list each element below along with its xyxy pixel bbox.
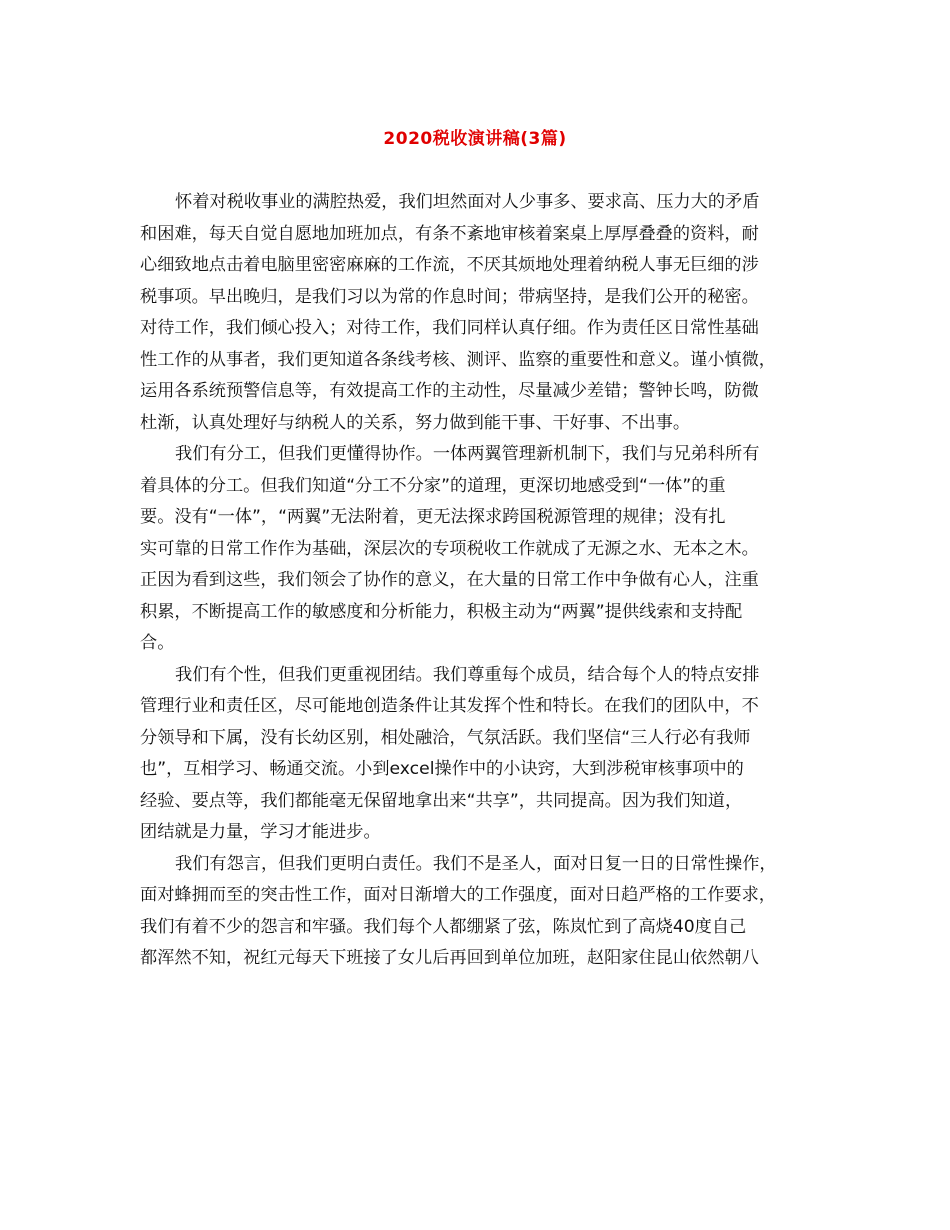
text-line: 性工作的从事者，我们更知道各条线考核、测评、监察的重要性和意义。谨小慎微， <box>140 349 776 370</box>
text-line: 和困难，每天自觉自愿地加班加点，有条不紊地审核着案桌上厚厚叠叠的资料，耐 <box>140 223 759 244</box>
text-line: 我们有怨言，但我们更明白责任。我们不是圣人，面对日复一日的日常性操作， <box>175 853 777 874</box>
text-line: 管理行业和责任区，尽可能地创造条件让其发挥个性和特长。在我们的团队中，不 <box>140 696 759 716</box>
text-line: 着具体的分工。但我们知道“分工不分家”的道理，更深切地感受到“一体”的重 <box>140 475 726 496</box>
text-line: 分领导和下属，没有长幼区别，相处融洽，气氛活跃。我们坚信“三人行必有我师 <box>140 727 751 748</box>
text-line: 怀着对税收事业的满腔热爱，我们坦然面对人少事多、要求高、压力大的矛盾 <box>175 192 760 212</box>
document-title: 2020税收演讲稿(3篇) <box>383 129 567 149</box>
text-line: 合。 <box>140 633 175 653</box>
text-line: 我们有分工，但我们更懂得协作。一体两翼管理新机制下，我们与兄弟科所有 <box>175 444 760 464</box>
text-line: 心细致地点击着电脑里密密麻麻的工作流，不厌其烦地处理着纳税人事无巨细的涉 <box>140 255 759 275</box>
text-line: 税事项。早出晚归，是我们习以为常的作息时间；带病坚持，是我们公开的秘密。 <box>140 286 759 307</box>
text-line: 我们有着不少的怨言和牢骚。我们每个人都绷紧了弦，陈岚忙到了高烧40度自己 <box>140 916 747 937</box>
text-line: 我们有个性，但我们更重视团结。我们尊重每个成员，结合每个人的特点安排 <box>175 664 760 685</box>
document-body <box>140 187 830 975</box>
text-line: 要。没有“一体”，“两翼”无法附着，更无法探求跨国税源管理的规律；没有扎 <box>140 507 726 527</box>
text-line: 都浑然不知，祝红元每天下班接了女儿后再回到单位加班，赵阳家住昆山依然朝八 <box>140 948 759 968</box>
text-line: 运用各系统预警信息等，有效提高工作的主动性，尽量减少差错；警钟长鸣，防微 <box>140 381 759 401</box>
text-line: 也”，互相学习、畅通交流。小到excel操作中的小诀窍，大到涉税审核事项中的 <box>140 759 744 779</box>
text-line: 面对蜂拥而至的突击性工作，面对日渐增大的工作强度，面对日趋严格的工作要求， <box>140 885 776 905</box>
text-line: 实可靠的日常工作作为基础，深层次的专项税收工作就成了无源之水、无本之木。 <box>140 538 759 559</box>
text-line: 积累，不断提高工作的敏感度和分析能力，积极主动为“两翼”提供线索和支持配 <box>140 601 743 622</box>
text-line: 团结就是力量，学习才能进步。 <box>140 822 381 842</box>
text-line: 经验、要点等，我们都能毫无保留地拿出来“共享”，共同提高。因为我们知道， <box>140 790 743 811</box>
text-line: 对待工作，我们倾心投入；对待工作，我们同样认真仔细。作为责任区日常性基础 <box>140 318 759 338</box>
text-line: 杜渐，认真处理好与纳税人的关系，努力做到能干事、干好事、不出事。 <box>140 412 691 433</box>
text-line: 正因为看到这些，我们领会了协作的意义，在大量的日常工作中争做有心人，注重 <box>140 570 759 590</box>
